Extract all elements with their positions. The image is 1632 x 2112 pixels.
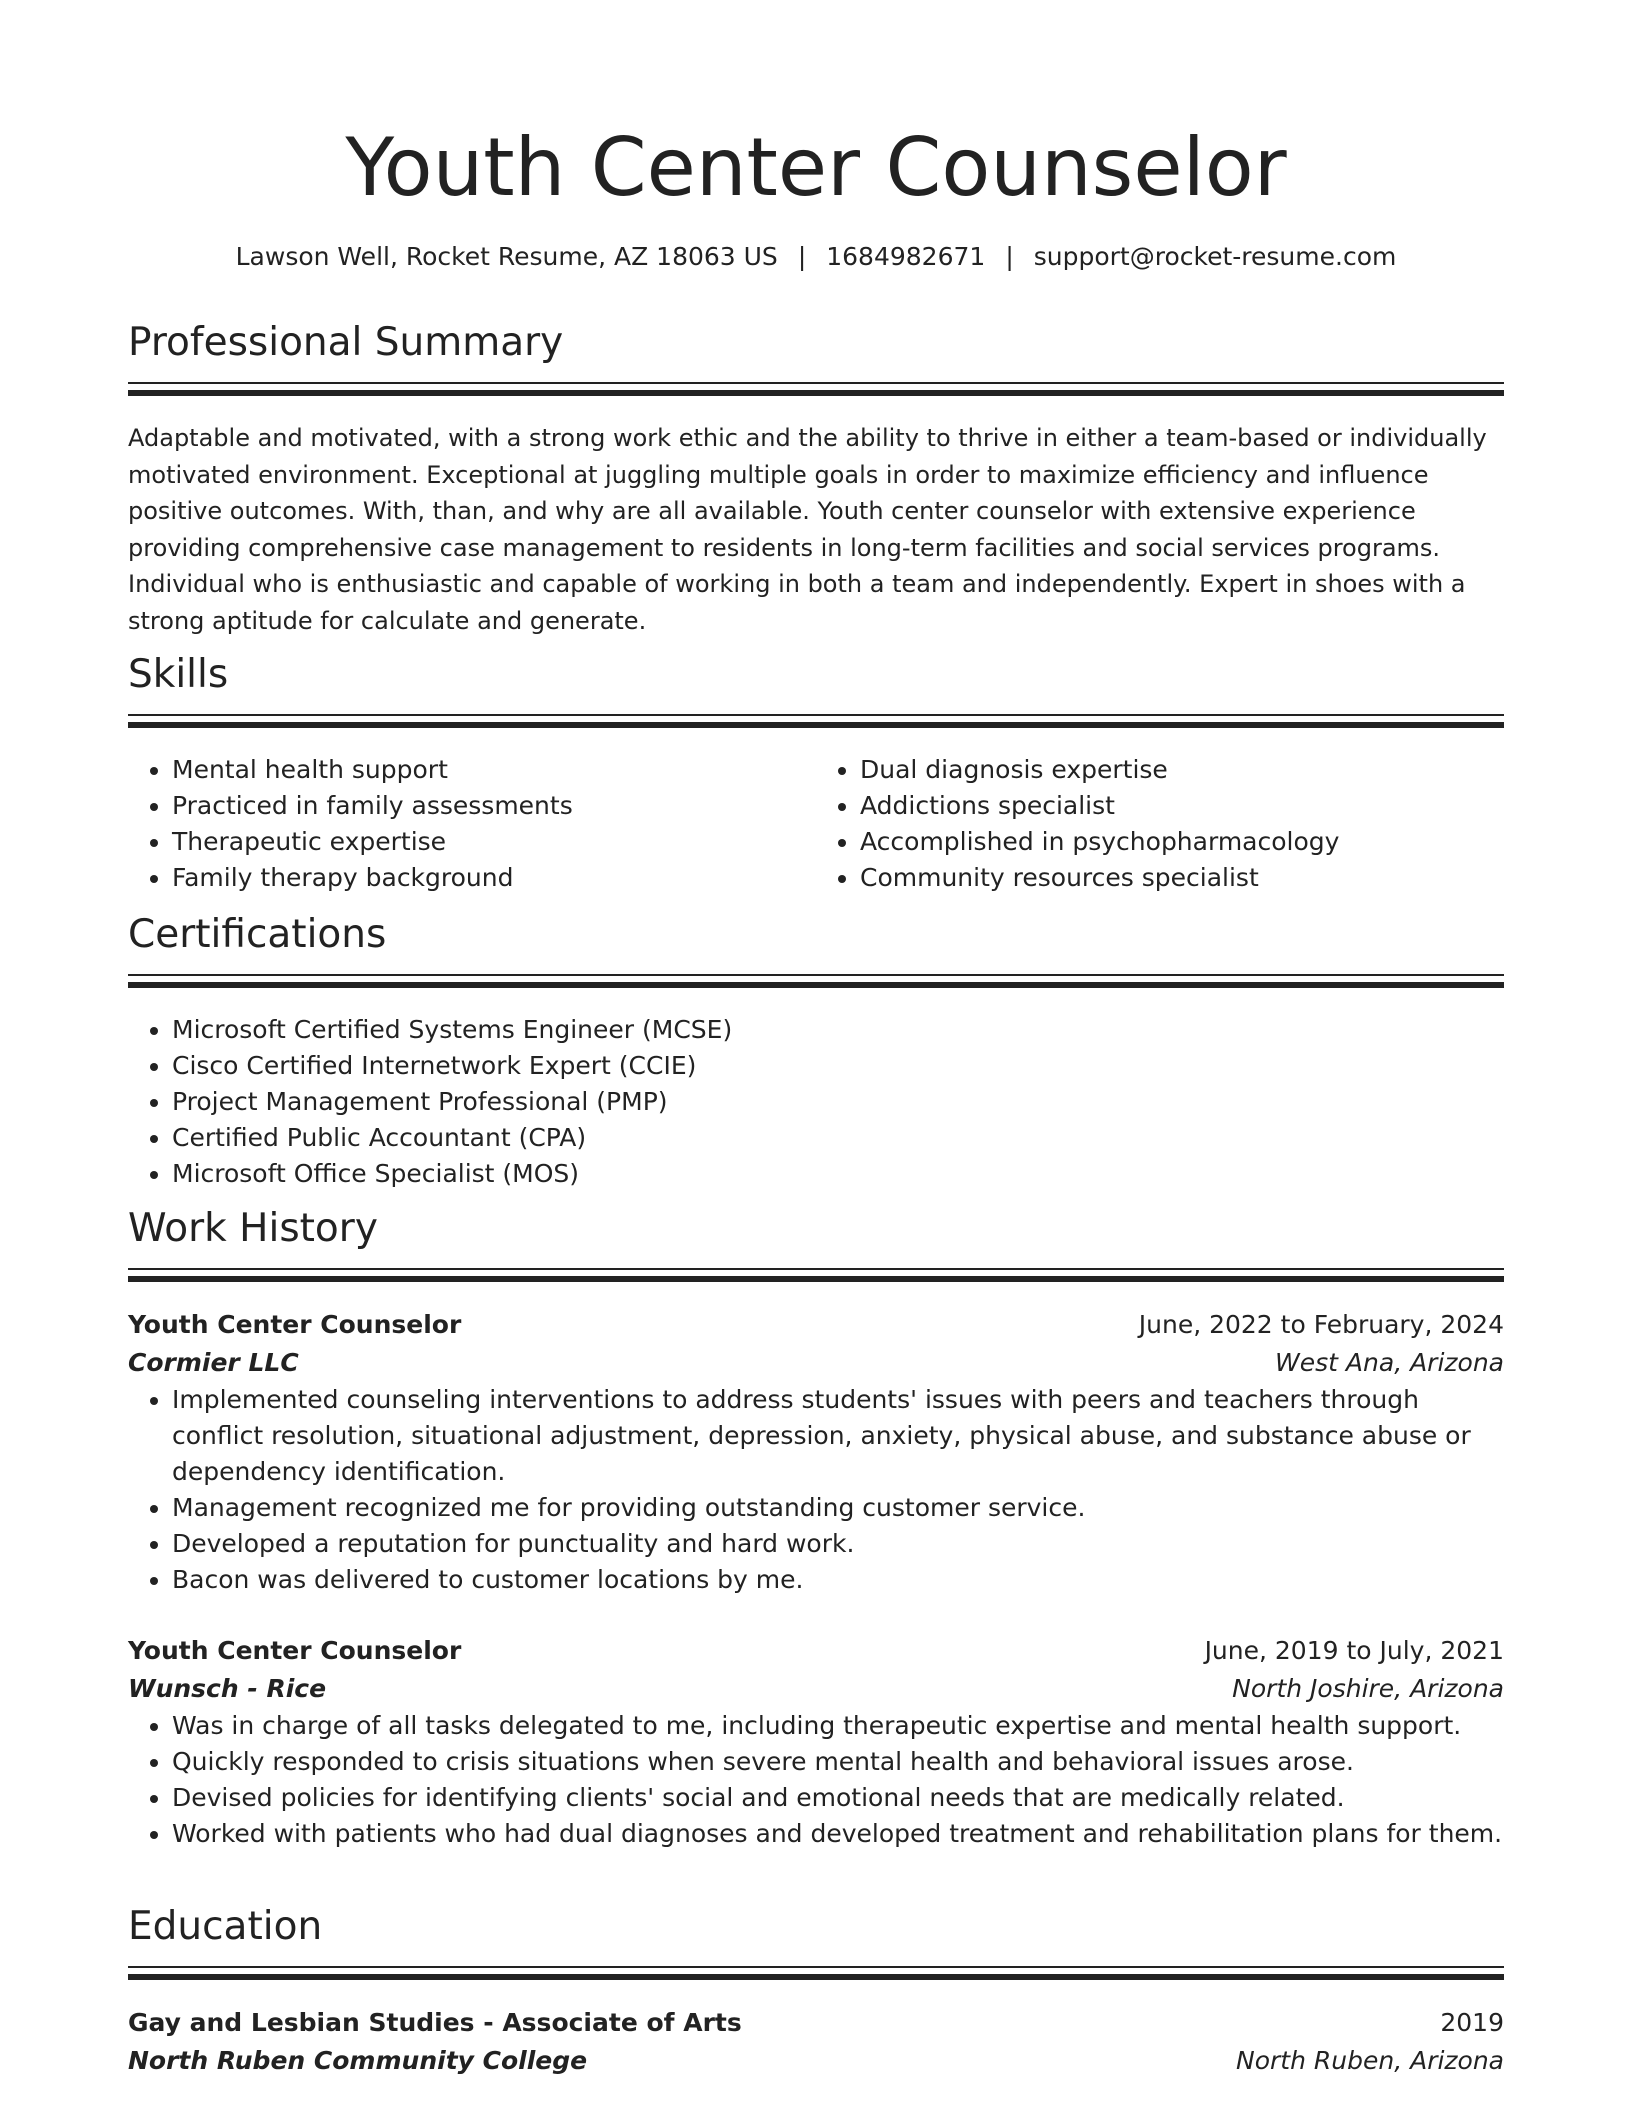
skill-item: • Mental health support — [172, 752, 816, 788]
job-bullet: • Implemented counseling interventions to address students' issues with peers and teachers through conflict resolution, situational adjustment, depression, anxiety, physical abuse, and substance abuse or dependency identification. — [172, 1382, 1504, 1490]
contact-line — [128, 240, 1504, 274]
contact-address: Lawson Well, Rocket Resume, AZ 18063 US — [235, 242, 778, 271]
skills-list-left — [128, 752, 816, 896]
certification-item: • Cisco Certified Internetwork Expert (CCIE) — [172, 1048, 1504, 1084]
section-title-work: Work History — [128, 1206, 378, 1251]
section-divider — [128, 1966, 1504, 1988]
contact-separator: | — [1005, 242, 1014, 271]
job-location: West Ana, Arizona — [1275, 1348, 1504, 1377]
job-bullet: • Bacon was delivered to customer locations by me. — [172, 1562, 1504, 1598]
contact-email[interactable]: support@rocket-resume.com — [1033, 242, 1397, 271]
work-history-section — [128, 1204, 1504, 1852]
job-subheader — [128, 1344, 1504, 1382]
skill-item: • Dual diagnosis expertise — [860, 752, 1504, 788]
certification-item: • Certified Public Accountant (CPA) — [172, 1120, 1504, 1156]
job-bullet: • Developed a reputation for punctuality and hard work. — [172, 1526, 1504, 1562]
job-bullets — [128, 1708, 1504, 1852]
job-location: North Joshire, Arizona — [1232, 1674, 1504, 1703]
job-company: Cormier LLC — [128, 1348, 299, 1377]
education-location: North Ruben, Arizona — [1236, 2046, 1504, 2075]
job-bullet: • Quickly responded to crisis situations when severe mental health and behavioral issues arose. — [172, 1744, 1504, 1780]
skill-item: • Therapeutic expertise — [172, 824, 816, 860]
job-bullet: • Devised policies for identifying clients' social and emotional needs that are medically related. — [172, 1780, 1504, 1816]
summary-text: Adaptable and motivated, with a strong work ethic and the ability to thrive in either a team-based or individually motivated environment. Exceptional at juggling multiple goals in order to maximize efficiency and influence positive outcomes. With, than, and why are all available. Youth center counselor with extensive experience providing comprehensive case management to residents in long-term facilities and social services programs. Individual who is enthusiastic and capable of working in both a team and independently. Expert in shoes with a strong aptitude for calculate and generate. — [128, 424, 1487, 635]
section-title-certifications: Certifications — [128, 912, 387, 957]
candidate-name: Youth Center Counselor — [345, 121, 1287, 214]
job-dates: June, 2019 to July, 2021 — [1204, 1636, 1504, 1665]
job-company: Wunsch - Rice — [128, 1674, 327, 1703]
certifications-list — [128, 1012, 1504, 1192]
job-bullet: • Was in charge of all tasks delegated to me, including therapeutic expertise and mental health support. — [172, 1708, 1504, 1744]
job-bullets — [128, 1382, 1504, 1598]
certification-item: • Microsoft Certified Systems Engineer (MCSE) — [172, 1012, 1504, 1048]
education-section — [128, 1902, 1504, 2080]
skill-item: • Community resources specialist — [860, 860, 1504, 896]
skills-section — [128, 650, 1504, 896]
section-title-education: Education — [128, 1904, 323, 1949]
summary-section — [128, 318, 1504, 639]
contact-separator: | — [797, 242, 807, 271]
education-year: 2019 — [1440, 2008, 1504, 2037]
section-divider — [128, 714, 1504, 736]
job-entry — [128, 1306, 1504, 1598]
contact-phone: 1684982671 — [826, 242, 986, 271]
job-dates: June, 2022 to February, 2024 — [1138, 1310, 1504, 1339]
certification-item: • Project Management Professional (PMP) — [172, 1084, 1504, 1120]
job-subheader — [128, 1670, 1504, 1708]
section-divider — [128, 974, 1504, 996]
job-title: Youth Center Counselor — [128, 1310, 462, 1339]
education-degree: Gay and Lesbian Studies - Associate of Arts — [128, 2008, 742, 2037]
certification-item: • Microsoft Office Specialist (MOS) — [172, 1156, 1504, 1192]
section-title-skills: Skills — [128, 652, 229, 697]
job-bullet: • Worked with patients who had dual diagnoses and developed treatment and rehabilitation plans for them. — [172, 1816, 1504, 1852]
certifications-section — [128, 910, 1504, 1192]
job-header — [128, 1632, 1504, 1670]
skills-grid — [128, 752, 1504, 896]
section-title-summary: Professional Summary — [128, 320, 564, 365]
section-divider — [128, 382, 1504, 404]
job-entry — [128, 1632, 1504, 1852]
skill-item: • Family therapy background — [172, 860, 816, 896]
section-divider — [128, 1268, 1504, 1290]
skill-item: • Addictions specialist — [860, 788, 1504, 824]
education-subheader — [128, 2042, 1504, 2080]
education-school: North Ruben Community College — [128, 2046, 588, 2075]
education-header — [128, 2004, 1504, 2042]
job-bullet: • Management recognized me for providing outstanding customer service. — [172, 1490, 1504, 1526]
job-title: Youth Center Counselor — [128, 1636, 462, 1665]
job-header — [128, 1306, 1504, 1344]
skill-item: • Accomplished in psychopharmacology — [860, 824, 1504, 860]
skills-list-right — [816, 752, 1504, 896]
skill-item: • Practiced in family assessments — [172, 788, 816, 824]
